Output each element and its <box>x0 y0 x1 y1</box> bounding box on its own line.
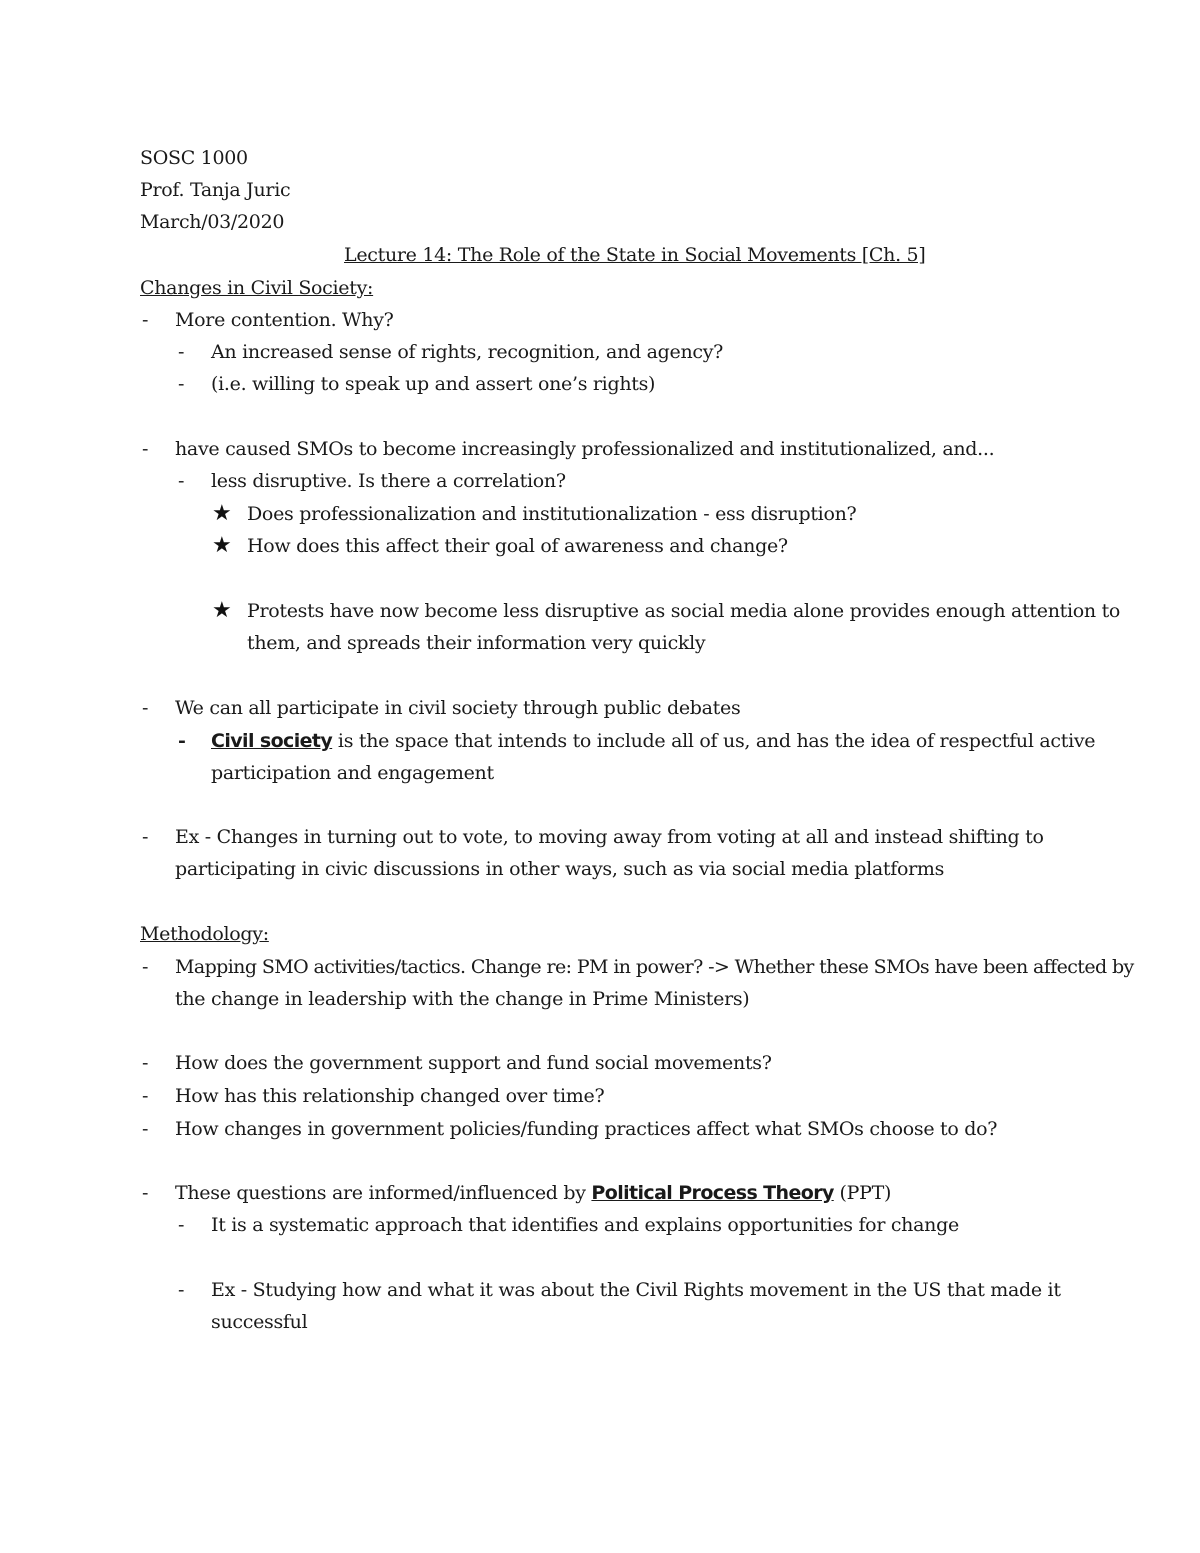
bullet-dash: - <box>142 309 149 331</box>
star-item-awareness: How does this affect their goal of awareness and change? <box>247 535 788 557</box>
star-item-protests-line2: them, and spreads their information very quickly <box>247 632 706 654</box>
bullet-dash: - <box>178 1214 185 1236</box>
bullet-example-voting-line1: Ex - Changes in turning out to vote, to moving away from voting at all and instead shifting to <box>175 826 1044 848</box>
bullet-dash: - <box>142 826 149 848</box>
bullet-dash: - <box>142 697 149 719</box>
professor-name: Prof. Tanja Juric <box>140 179 291 201</box>
bullet-dash: - <box>142 956 149 978</box>
bullet-example-voting-line2: participating in civic discussions in other ways, such as via social media platforms <box>175 858 945 880</box>
bullet-government-support: How does the government support and fund social movements? <box>175 1052 772 1074</box>
sub-bullet-civil-rights-line1: Ex - Studying how and what it was about the Civil Rights movement in the US that made it <box>211 1279 1061 1301</box>
sub-bullet-civil-society-def <box>211 729 1095 753</box>
bullet-dash: - <box>142 1182 149 1204</box>
civil-society-definition: is the space that intends to include all of us, and has the idea of respectful active <box>332 730 1096 752</box>
bullet-dash: - <box>178 373 185 395</box>
civil-society-definition-line2: participation and engagement <box>211 762 494 784</box>
star-icon: ★ <box>212 598 232 623</box>
star-item-protests-line1: Protests have now become less disruptive as social media alone provides enough attention to <box>247 600 1121 622</box>
bullet-dash: - <box>142 438 149 460</box>
bullet-participate: We can all participate in civil society through public debates <box>175 697 741 719</box>
bullet-ppt <box>175 1181 891 1205</box>
sub-bullet-speak-up: (i.e. willing to speak up and assert one’s rights) <box>211 373 656 395</box>
sub-bullet-civil-rights-line2: successful <box>211 1311 308 1333</box>
bullet-professionalized: have caused SMOs to become increasingly professionalized and institutionalized, and... <box>175 438 995 460</box>
bullet-mapping-line1: Mapping SMO activities/tactics. Change re: PM in power? -> Whether these SMOs have been affected by <box>175 956 1134 978</box>
star-item-professionalization: Does professionalization and institutionalization - ess disruption? <box>247 503 857 525</box>
bullet-dash: - <box>178 341 185 363</box>
course-code: SOSC 1000 <box>140 147 248 169</box>
bullet-dash: - <box>178 1279 185 1301</box>
sub-bullet-systematic-approach: It is a systematic approach that identifies and explains opportunities for change <box>211 1214 959 1236</box>
bullet-policy-changes: How changes in government policies/funding practices affect what SMOs choose to do? <box>175 1118 998 1140</box>
bullet-dash: - <box>142 1052 149 1074</box>
section-heading-civil-society: Changes in Civil Society: <box>140 277 374 299</box>
term-civil-society: Civil society <box>211 730 333 752</box>
ppt-intro: These questions are informed/influenced by <box>175 1182 592 1204</box>
lecture-date: March/03/2020 <box>140 211 285 233</box>
bullet-relationship-changed: How has this relationship changed over time? <box>175 1085 605 1107</box>
term-political-process-theory: Political Process Theory <box>591 1182 834 1204</box>
bullet-dash: - <box>178 730 186 752</box>
lecture-title: Lecture 14: The Role of the State in Social Movements [Ch. 5] <box>344 244 926 266</box>
star-icon: ★ <box>212 501 232 526</box>
sub-bullet-rights: An increased sense of rights, recognition, and agency? <box>211 341 724 363</box>
bullet-more-contention: More contention. Why? <box>175 309 394 331</box>
section-heading-methodology: Methodology: <box>140 923 269 945</box>
ppt-abbrev: (PPT) <box>833 1182 892 1204</box>
star-icon: ★ <box>212 533 232 558</box>
bullet-dash: - <box>142 1085 149 1107</box>
bullet-mapping-line2: the change in leadership with the change in Prime Ministers) <box>175 988 750 1010</box>
sub-bullet-less-disruptive: less disruptive. Is there a correlation? <box>211 470 566 492</box>
bullet-dash: - <box>142 1118 149 1140</box>
bullet-dash: - <box>178 470 185 492</box>
